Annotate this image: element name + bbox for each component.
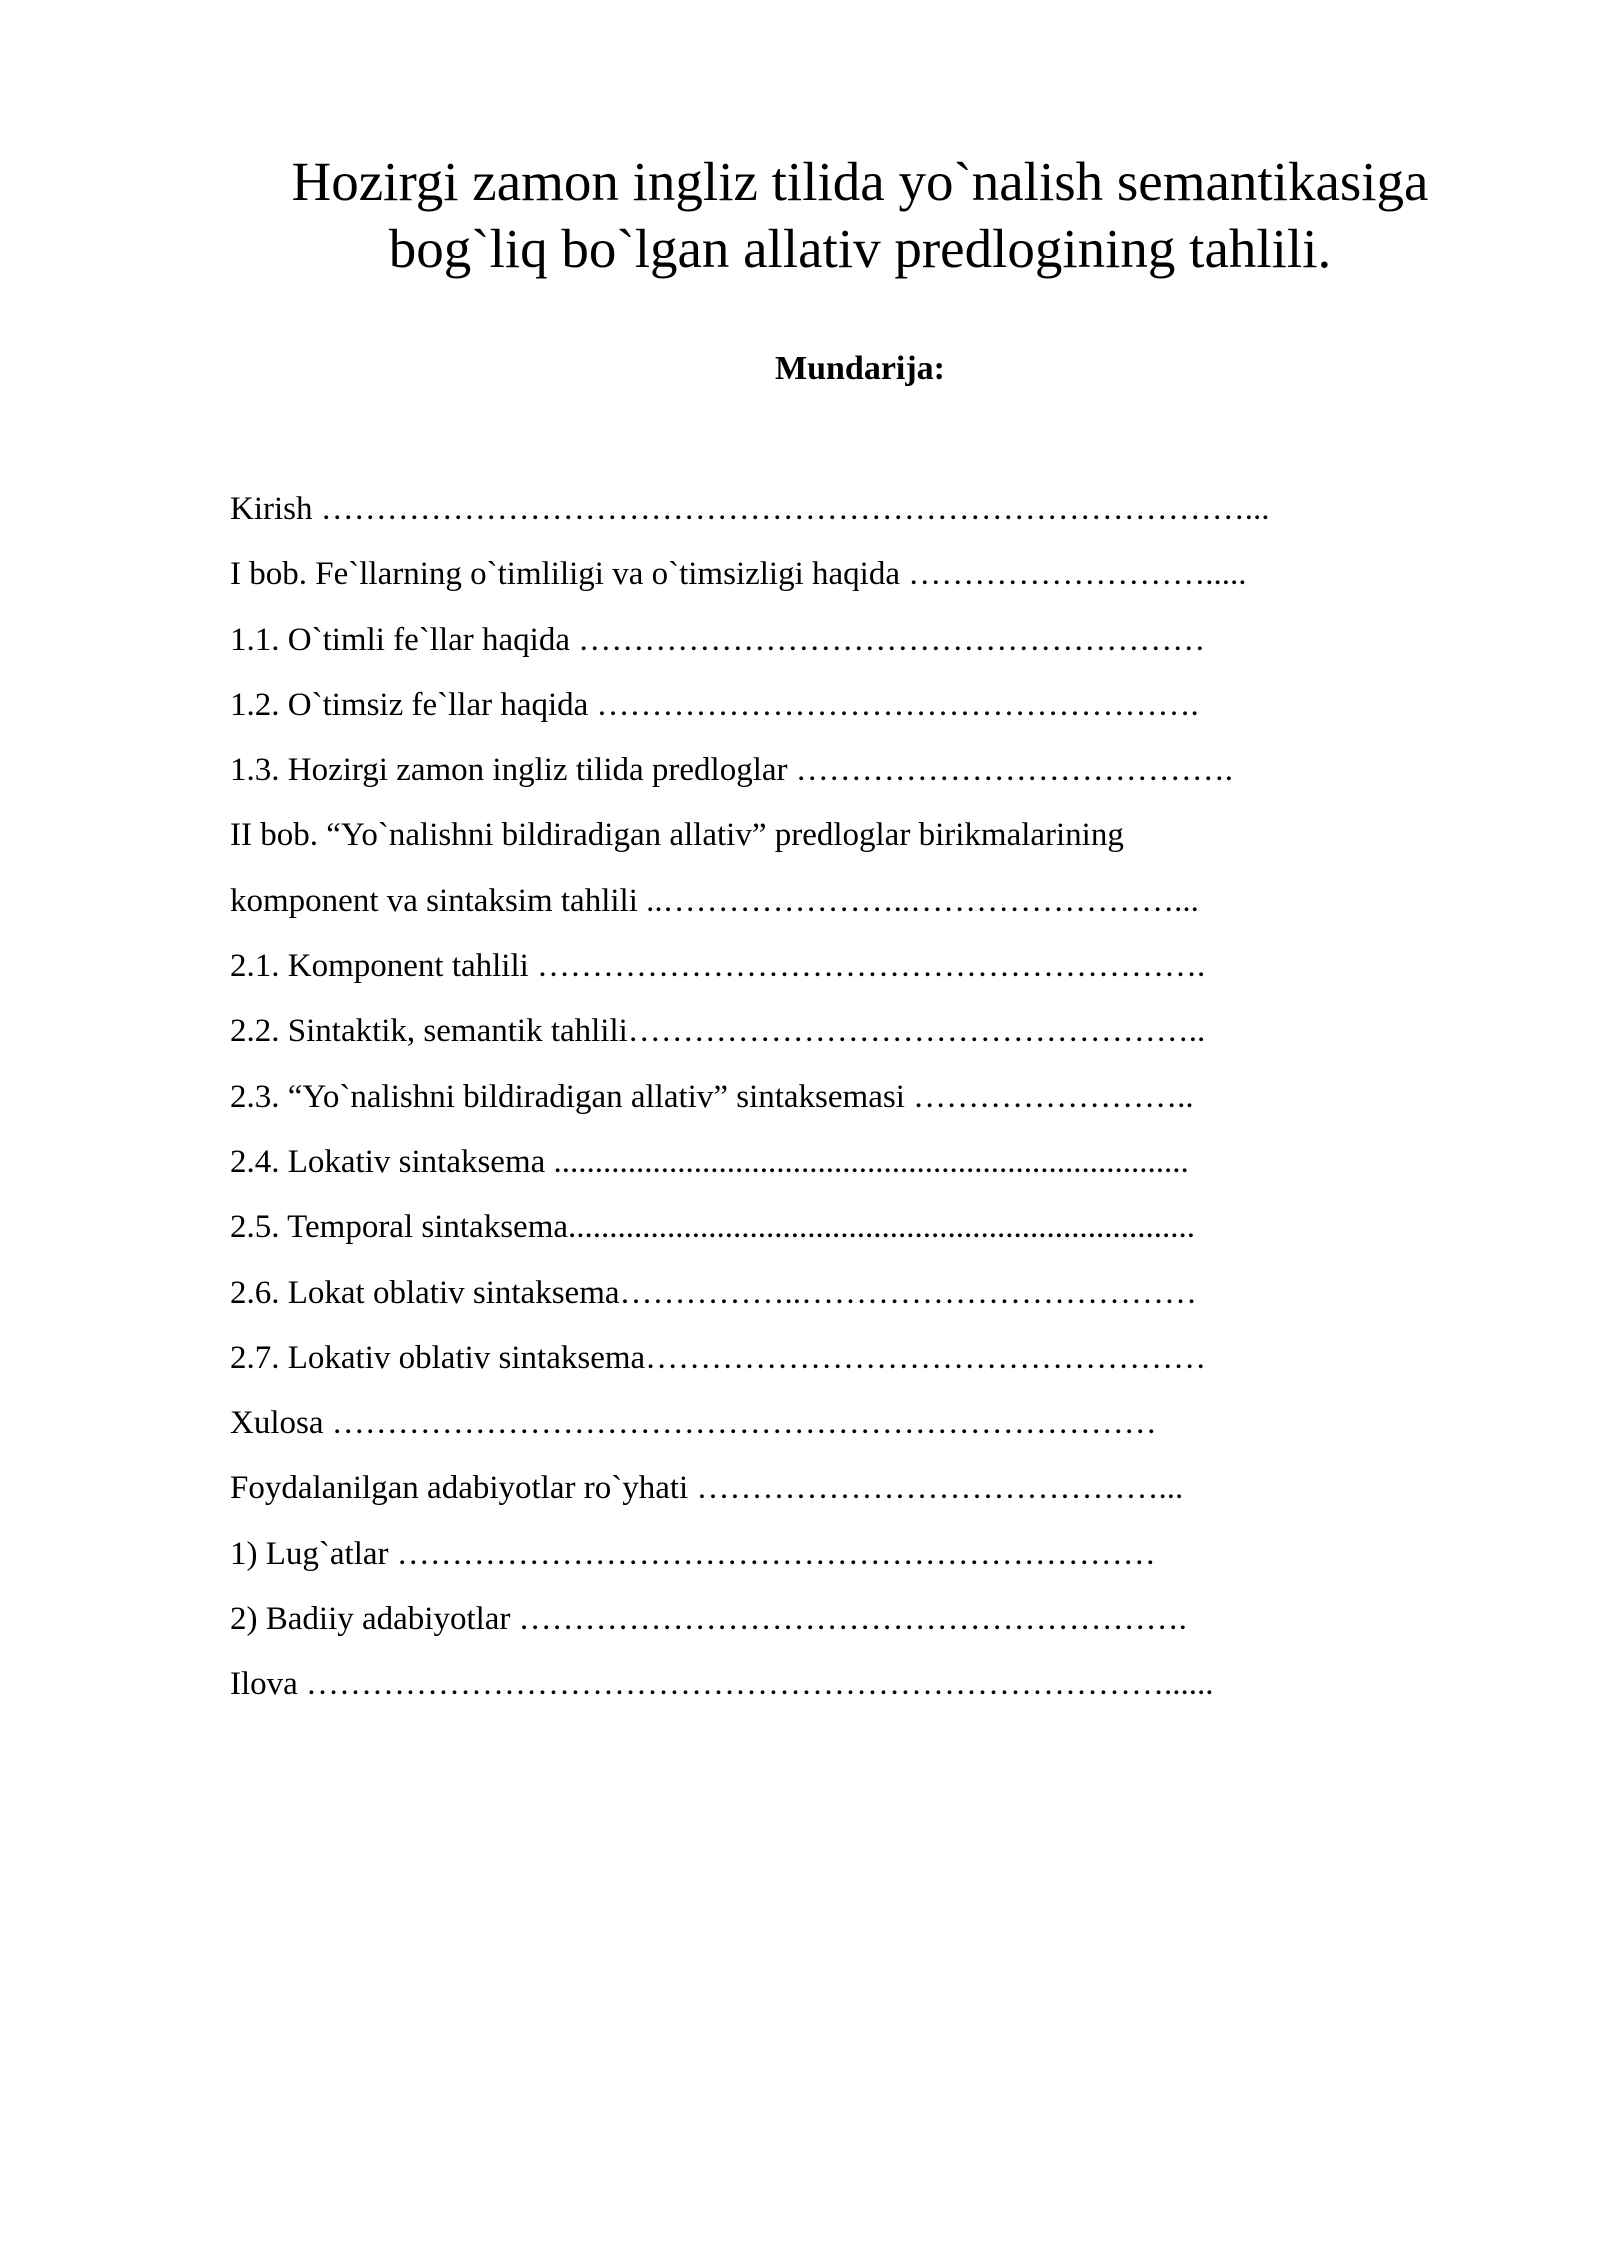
toc-entry-1-2: 1.2. O`timsiz fe`llar haqida ………………………………………………. bbox=[230, 686, 1199, 723]
toc-entry-2-2: 2.2. Sintaktik, semantik tahlili…………………………………………….. bbox=[230, 1013, 1206, 1050]
toc-entry-chapter-2-continued: komponent va sintaksim tahlili ..…………………..……………………... bbox=[230, 882, 1199, 919]
toc-entry-ilova: Ilova ……………………………………………………………………...... bbox=[230, 1666, 1214, 1703]
document-title-line-2: bog`liq bo`lgan allativ predlogining tahlili. bbox=[388, 218, 1332, 279]
toc-entry-2-3: 2.3. “Yo`nalishni bildiradigan allativ” sintaksemasi …………………….. bbox=[230, 1078, 1194, 1115]
toc-entry-bibliography: Foydalanilgan adabiyotlar ro`yhati ……………………………………... bbox=[230, 1470, 1184, 1507]
toc-entry-kirish: Kirish …………………………………………………………………………... bbox=[230, 491, 1270, 527]
toc-heading: Mundarija: bbox=[775, 350, 945, 387]
toc-entry-2-5: 2.5. Temporal sintaksema............................................................................ bbox=[230, 1209, 1196, 1246]
toc-entry-1-3: 1.3. Hozirgi zamon ingliz tilida predloglar …………………………………. bbox=[230, 752, 1234, 789]
toc-entry-2-1: 2.1. Komponent tahlili ……………………………………………………. bbox=[230, 948, 1206, 985]
document-title bbox=[200, 148, 1520, 282]
table-of-contents bbox=[230, 477, 1410, 1718]
toc-entry-chapter-1: I bob. Fe`llarning o`timliligi va o`timsizligi haqida ………………………..... bbox=[230, 556, 1247, 593]
toc-entry-2-7: 2.7. Lokativ oblativ sintaksema…………………………………………… bbox=[230, 1339, 1207, 1376]
document-title-line-1: Hozirgi zamon ingliz tilida yo`nalish semantikasiga bbox=[291, 151, 1429, 212]
toc-entry-xulosa: Xulosa ………………………………………………………………… bbox=[230, 1405, 1157, 1442]
toc-entry-1-1: 1.1. O`timli fe`llar haqida ………………………………………………… bbox=[230, 621, 1206, 658]
toc-entry-dictionaries: 1) Lug`atlar …………………………………………………………… bbox=[230, 1535, 1156, 1572]
toc-entry-fiction: 2) Badiiy adabiyotlar ……………………………………………………. bbox=[230, 1601, 1187, 1638]
toc-entry-2-4: 2.4. Lokativ sintaksema ............................................................................. bbox=[230, 1143, 1189, 1180]
toc-entry-chapter-2: II bob. “Yo`nalishni bildiradigan allativ” predloglar birikmalarining bbox=[230, 817, 1124, 854]
toc-entry-2-6: 2.6. Lokat oblativ sintaksema……………..……………………………… bbox=[230, 1274, 1198, 1311]
